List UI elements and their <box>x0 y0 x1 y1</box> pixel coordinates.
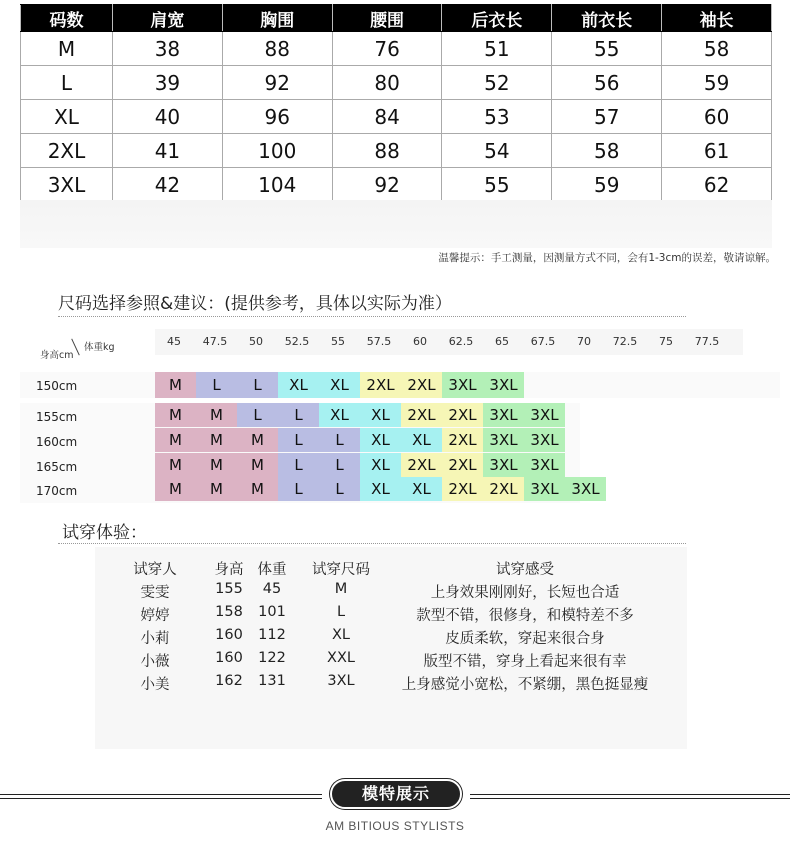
size-recommend-cell: L <box>278 403 319 427</box>
size-cell: 59 <box>662 66 772 100</box>
trial-cell: 皮质柔软，穿起来很合身 <box>445 631 605 647</box>
height-label: 150cm <box>36 379 78 393</box>
size-recommend-cell: 2XL <box>401 453 442 477</box>
size-cell: 76 <box>332 32 442 66</box>
trial-cell: 160 <box>215 650 243 666</box>
size-cell: 52 <box>442 66 552 100</box>
size-cell: 92 <box>222 66 332 100</box>
size-recommend-cell: L <box>278 453 319 477</box>
trial-cell: 小薇 <box>140 654 170 670</box>
trial-cell: 小莉 <box>140 631 170 647</box>
trial-cell: 155 <box>215 581 243 597</box>
size-cell: 57 <box>552 100 662 134</box>
trial-cell: XXL <box>327 650 355 666</box>
size-recommend-cell: M <box>155 428 196 452</box>
size-header-cell: 码数 <box>21 5 113 32</box>
trial-cell: 131 <box>258 673 286 689</box>
trial-header-cell: 身高 <box>214 562 244 578</box>
trial-cell: L <box>336 604 346 620</box>
trial-table-bg <box>95 547 687 749</box>
weight-label: 67.5 <box>530 335 556 348</box>
size-recommend-cell: L <box>196 372 237 398</box>
trial-cell: 上身感觉小宽松，不紧绷，黑色挺显瘦 <box>401 677 649 693</box>
size-recommend-cell: L <box>237 372 278 398</box>
weight-label: 50 <box>249 335 263 348</box>
trial-cell: 款型不错，很修身，和模特差不多 <box>416 608 634 624</box>
weight-label: 60 <box>413 335 427 348</box>
size-recommend-cell: 2XL <box>401 403 442 427</box>
size-cell: 56 <box>552 66 662 100</box>
size-recommend-cell: 2XL <box>442 428 483 452</box>
weight-label: 65 <box>495 335 509 348</box>
size-header-cell: 腰围 <box>332 5 442 32</box>
trial-cell: 160 <box>215 627 243 643</box>
trial-header-cell: 试穿感受 <box>496 562 554 578</box>
size-row <box>21 168 772 202</box>
trial-cell: 122 <box>258 650 286 666</box>
size-cell: 62 <box>662 168 772 202</box>
size-recommend-cell: M <box>196 428 237 452</box>
size-cell: 41 <box>113 134 223 168</box>
size-recommend-cell: M <box>196 477 237 501</box>
size-recommend-cell: M <box>155 403 196 427</box>
size-cell: 100 <box>222 134 332 168</box>
size-recommend-cell: XL <box>360 477 401 501</box>
size-cell: 54 <box>442 134 552 168</box>
trial-cell: 162 <box>215 673 243 689</box>
size-row <box>21 32 772 66</box>
size-cell: 55 <box>442 168 552 202</box>
size-recommend-cell: 3XL <box>524 453 565 477</box>
size-recommend-cell: L <box>278 428 319 452</box>
trial-cell: M <box>334 581 348 597</box>
weight-label: 45 <box>167 335 181 348</box>
trial-cell: 婷婷 <box>140 608 170 624</box>
size-recommend-cell: XL <box>401 477 442 501</box>
weight-label: 72.5 <box>612 335 638 348</box>
size-recommend-cell: 2XL <box>483 477 524 501</box>
corner-weight-label: 体重kg <box>84 342 115 353</box>
trial-header-cell: 试穿尺码 <box>312 562 370 578</box>
trial-cell: 雯雯 <box>140 585 170 601</box>
size-row <box>21 134 772 168</box>
size-cell: 88 <box>332 134 442 168</box>
trial-cell: 版型不错，穿身上看起来很有幸 <box>423 654 627 670</box>
banner-rule-left-2 <box>0 798 322 799</box>
size-cell: 96 <box>222 100 332 134</box>
size-recommend-cell: XL <box>360 453 401 477</box>
size-recommend-cell: 3XL <box>483 428 524 452</box>
size-recommend-cell: 2XL <box>442 453 483 477</box>
weight-label: 52.5 <box>284 335 310 348</box>
banner-rule-left <box>0 794 322 795</box>
corner-height-label: 身高cm <box>40 350 74 361</box>
weight-label: 62.5 <box>448 335 474 348</box>
trial-header-cell: 试穿人 <box>133 562 177 578</box>
size-recommend-cell: M <box>196 453 237 477</box>
size-cell: 53 <box>442 100 552 134</box>
size-header-cell: 肩宽 <box>113 5 223 32</box>
size-cell: 104 <box>222 168 332 202</box>
weight-label: 70 <box>577 335 591 348</box>
size-cell: 55 <box>552 32 662 66</box>
size-recommend-cell: M <box>155 477 196 501</box>
size-cell: 2XL <box>21 134 113 168</box>
size-recommend-cell: M <box>237 453 278 477</box>
size-recommend-cell: M <box>155 453 196 477</box>
height-label: 170cm <box>36 484 78 498</box>
size-recommend-cell: M <box>155 372 196 398</box>
trial-cell: 小美 <box>140 677 170 693</box>
trial-cell: 上身效果刚刚好，长短也合适 <box>430 585 620 601</box>
height-label: 155cm <box>36 410 78 424</box>
size-recommend-cell: 3XL <box>483 453 524 477</box>
trial-cell: 3XL <box>327 673 355 689</box>
size-header-cell: 前衣长 <box>552 5 662 32</box>
size-recommend-cell: XL <box>360 403 401 427</box>
trial-cell: 45 <box>262 581 282 597</box>
weight-label: 47.5 <box>202 335 228 348</box>
trial-header-cell: 体重 <box>257 562 287 578</box>
size-recommend-cell: 3XL <box>524 477 565 501</box>
size-cell: XL <box>21 100 113 134</box>
size-cell: 92 <box>332 168 442 202</box>
size-table-header <box>21 5 772 32</box>
size-cell: 42 <box>113 168 223 202</box>
size-recommend-cell: 3XL <box>442 372 483 398</box>
size-recommend-cell: M <box>196 403 237 427</box>
weight-label: 55 <box>331 335 345 348</box>
size-row <box>21 66 772 100</box>
size-recommend-cell: L <box>237 403 278 427</box>
size-cell: L <box>21 66 113 100</box>
recommend-title: 尺码选择参照&建议：(提供参考，具体以实际为准） <box>58 294 452 314</box>
banner-subtitle: AM BITIOUS STYLISTS <box>325 819 465 833</box>
trial-cell: XL <box>331 627 351 643</box>
size-recommend-cell: 2XL <box>442 477 483 501</box>
size-recommend-cell: 3XL <box>483 403 524 427</box>
size-recommend-cell: XL <box>401 428 442 452</box>
trial-divider <box>58 543 686 544</box>
size-header-cell: 后衣长 <box>442 5 552 32</box>
weight-label: 75 <box>659 335 673 348</box>
size-recommend-cell: XL <box>319 372 360 398</box>
height-label: 165cm <box>36 460 78 474</box>
size-cell: M <box>21 32 113 66</box>
size-header-cell: 胸围 <box>222 5 332 32</box>
trial-cell: 101 <box>258 604 286 620</box>
size-recommend-cell: XL <box>319 403 360 427</box>
trial-title: 试穿体验： <box>62 523 147 543</box>
size-recommend-cell: L <box>319 428 360 452</box>
size-cell: 80 <box>332 66 442 100</box>
size-cell: 59 <box>552 168 662 202</box>
height-label: 160cm <box>36 435 78 449</box>
size-cell: 39 <box>113 66 223 100</box>
size-table <box>20 4 772 202</box>
size-cell: 58 <box>662 32 772 66</box>
size-cell: 51 <box>442 32 552 66</box>
size-recommend-cell: 2XL <box>360 372 401 398</box>
size-cell: 84 <box>332 100 442 134</box>
banner-rule-right-2 <box>470 798 790 799</box>
size-cell: 38 <box>113 32 223 66</box>
size-cell: 40 <box>113 100 223 134</box>
banner-rule-right <box>470 794 790 795</box>
size-recommend-cell: 2XL <box>442 403 483 427</box>
size-cell: 88 <box>222 32 332 66</box>
model-showcase-badge: 模特展示 <box>330 779 462 809</box>
size-cell: 58 <box>552 134 662 168</box>
size-row <box>21 100 772 134</box>
size-recommend-cell: M <box>237 428 278 452</box>
table-fade-band <box>20 200 772 248</box>
weight-label: 57.5 <box>366 335 392 348</box>
size-recommend-cell: XL <box>278 372 319 398</box>
size-cell: 61 <box>662 134 772 168</box>
size-recommend-cell: XL <box>360 428 401 452</box>
size-recommend-cell: L <box>278 477 319 501</box>
size-cell: 3XL <box>21 168 113 202</box>
size-recommend-cell: 2XL <box>401 372 442 398</box>
size-recommend-cell: 3XL <box>524 428 565 452</box>
size-header-cell: 袖长 <box>662 5 772 32</box>
recommend-divider <box>58 316 686 317</box>
size-recommend-cell: 3XL <box>565 477 606 501</box>
size-recommend-cell: M <box>237 477 278 501</box>
size-recommend-cell: 3XL <box>524 403 565 427</box>
measurement-tip: 温馨提示：手工测量，因测量方式不同，会有1-3cm的误差，敬请谅解。 <box>438 252 776 264</box>
size-recommend-cell: L <box>319 477 360 501</box>
size-cell: 60 <box>662 100 772 134</box>
trial-cell: 158 <box>215 604 243 620</box>
trial-cell: 112 <box>258 627 286 643</box>
size-recommend-cell: L <box>319 453 360 477</box>
size-recommend-cell: 3XL <box>483 372 524 398</box>
weight-label: 77.5 <box>694 335 720 348</box>
